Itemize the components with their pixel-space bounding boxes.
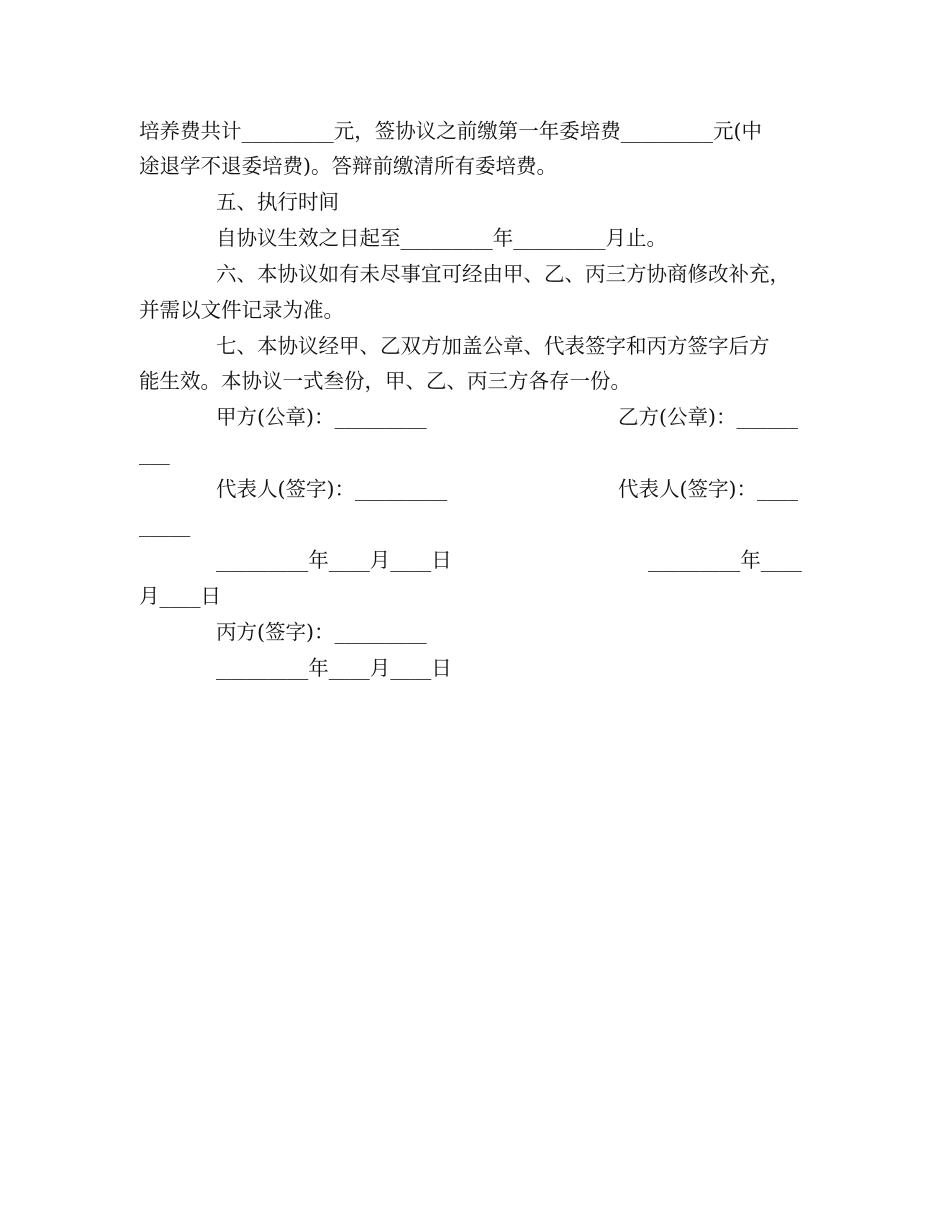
party-a-seal-field: 甲方(公章)：_________	[216, 405, 427, 429]
party-b-seal-field-continuation: ___	[139, 441, 170, 465]
paragraph-training-fee-line-2: 途退学不退委培费)。答辩前缴清所有委培费。	[139, 154, 557, 178]
section-heading-execution-time: 五、执行时间	[216, 190, 339, 214]
party-b-representative-field: 代表人(签字)：____	[618, 477, 798, 501]
paragraph-clause-six-line-2: 并需以文件记录为准。	[139, 298, 344, 322]
party-b-date-continuation: 月____日	[139, 584, 221, 608]
paragraph-clause-seven-line-2: 能生效。本协议一式叁份，甲、乙、丙三方各存一份。	[139, 369, 631, 393]
party-a-representative-field: 代表人(签字)：_________	[216, 477, 448, 501]
party-b-date-field: _________年____	[648, 548, 802, 572]
paragraph-execution-period: 自协议生效之日起至_________年_________月止。	[216, 226, 667, 250]
party-a-date-field: _________年____月____日	[216, 548, 452, 572]
party-c-signature-field: 丙方(签字)：_________	[216, 620, 427, 644]
paragraph-training-fee-line-1: 培养费共计_________元，签协议之前缴第一年委培费_________元(中	[139, 119, 762, 143]
party-b-representative-continuation: _____	[139, 513, 191, 537]
party-b-seal-field: 乙方(公章)：______	[618, 405, 798, 429]
paragraph-clause-seven-line-1: 七、本协议经甲、乙双方加盖公章、代表签字和丙方签字后方	[216, 334, 770, 358]
party-c-date-field: _________年____月____日	[216, 656, 452, 680]
paragraph-clause-six-line-1: 六、本协议如有未尽事宜可经由甲、乙、丙三方协商修改补充，	[216, 262, 790, 286]
